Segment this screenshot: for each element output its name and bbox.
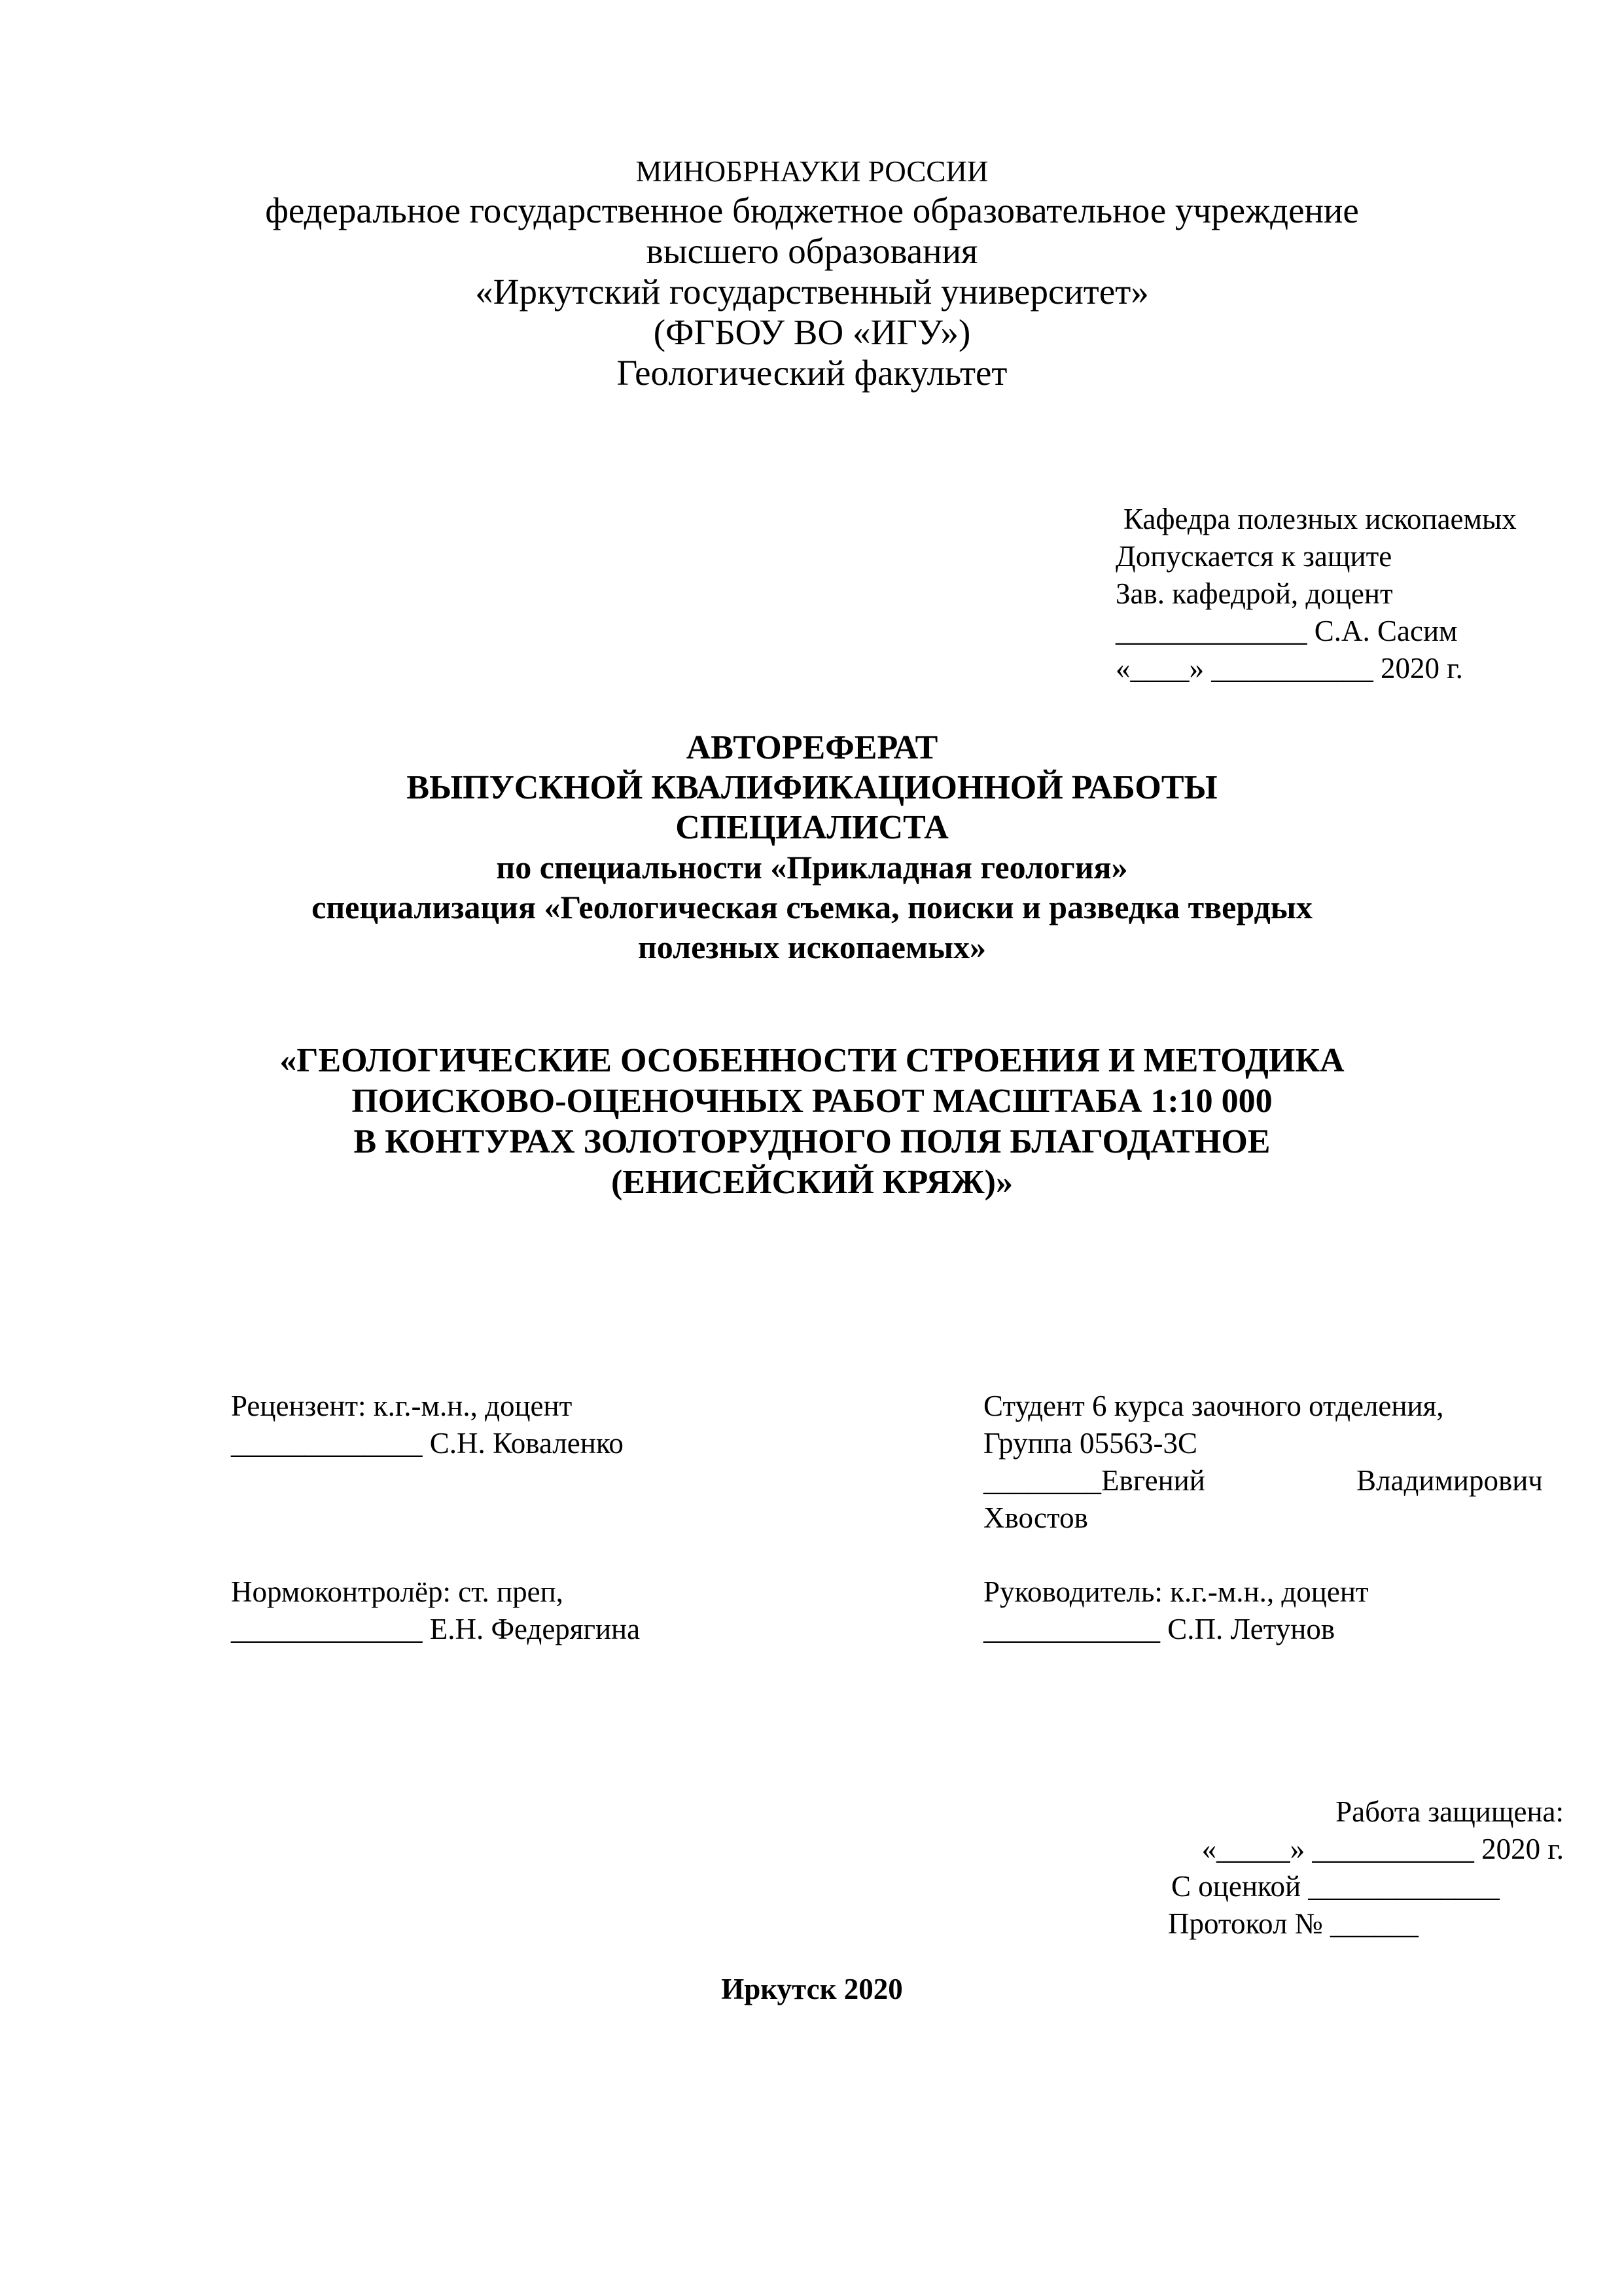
specialty-line: по специальности «Прикладная геология»: [496, 849, 1128, 886]
thesis-topic-block: [0, 1041, 1624, 1203]
title-line-2: ВЫПУСКНОЙ КВАЛИФИКАЦИОННОЙ РАБОТЫ: [406, 769, 1218, 806]
approval-date-line: «____» ___________ 2020 г.: [1116, 652, 1463, 685]
university-short-name: (ФГБОУ ВО «ИГУ»): [653, 312, 971, 352]
specialization-line-1: специализация «Геологическая съемка, поиски и разведка твердых: [311, 889, 1313, 925]
university-name: «Иркутский государственный университет»: [475, 272, 1149, 312]
supervisor-signature: ____________ С.П. Летунов: [983, 1613, 1335, 1645]
ministry-name: МИНОБРНАУКИ РОССИИ: [635, 155, 989, 188]
department-name: Кафедра полезных ископаемых: [1123, 503, 1517, 535]
city-and-year: [0, 1970, 1624, 2008]
student-patronymic: Владимирович: [1356, 1464, 1543, 1497]
reviewer-title: Рецензент: к.г.-м.н., доцент: [231, 1390, 573, 1422]
normcontrol-signature: _____________ Е.Н. Федерягина: [231, 1613, 641, 1645]
specialization-line-2: полезных ископаемых»: [637, 929, 987, 965]
city-year-text: Иркутск 2020: [721, 1973, 903, 2005]
student-title: Студент 6 курса заочного отделения,: [983, 1390, 1444, 1422]
faculty-name: Геологический факультет: [616, 353, 1008, 393]
supervisor-title: Руководитель: к.г.-м.н., доцент: [983, 1575, 1369, 1608]
topic-line-4: (ЕНИСЕЙСКИЙ КРЯЖ)»: [611, 1164, 1013, 1201]
document-title-block: [0, 728, 1624, 967]
protocol-line: Протокол № ______: [1168, 1907, 1419, 1940]
student-signature-name: ________Евгений: [983, 1464, 1205, 1497]
topic-line-2: ПОИСКОВО-ОЦЕНОЧНЫХ РАБОТ МАСШТАБА 1:10 000: [351, 1083, 1273, 1120]
student-surname: Хвостов: [983, 1501, 1088, 1534]
reviewer-signature: _____________ С.Н. Коваленко: [231, 1427, 624, 1460]
topic-line-1: «ГЕОЛОГИЧЕСКИЕ ОСОБЕННОСТИ СТРОЕНИЯ И МЕТОДИКА: [279, 1042, 1345, 1079]
defense-block: [1145, 1793, 1564, 1943]
grade-line: С оценкой _____________: [1171, 1870, 1500, 1903]
institution-header: [0, 152, 1624, 393]
student-group: Группа 05563-3С: [983, 1427, 1197, 1460]
approval-block: [1116, 501, 1517, 687]
institution-line-1: федеральное государственное бюджетное образовательное учреждение: [265, 190, 1359, 230]
title-line-1: АВТОРЕФЕРАТ: [686, 729, 938, 766]
head-of-department-title: Зав. кафедрой, доцент: [1116, 577, 1393, 610]
head-of-department-signature: _____________ С.А. Сасим: [1116, 615, 1458, 647]
title-line-3: СПЕЦИАЛИСТА: [675, 809, 949, 846]
admitted-to-defense: Допускается к защите: [1116, 540, 1392, 573]
institution-line-2: высшего образования: [646, 231, 978, 271]
normcontrol-title: Нормоконтролёр: ст. преп,: [231, 1575, 563, 1608]
defense-date-line: «_____» ___________ 2020 г.: [1201, 1833, 1564, 1865]
topic-line-3: В КОНТУРАХ ЗОЛОТОРУДНОГО ПОЛЯ БЛАГОДАТНОЕ: [353, 1123, 1271, 1160]
work-protected-label: Работа защищена:: [1335, 1795, 1564, 1828]
